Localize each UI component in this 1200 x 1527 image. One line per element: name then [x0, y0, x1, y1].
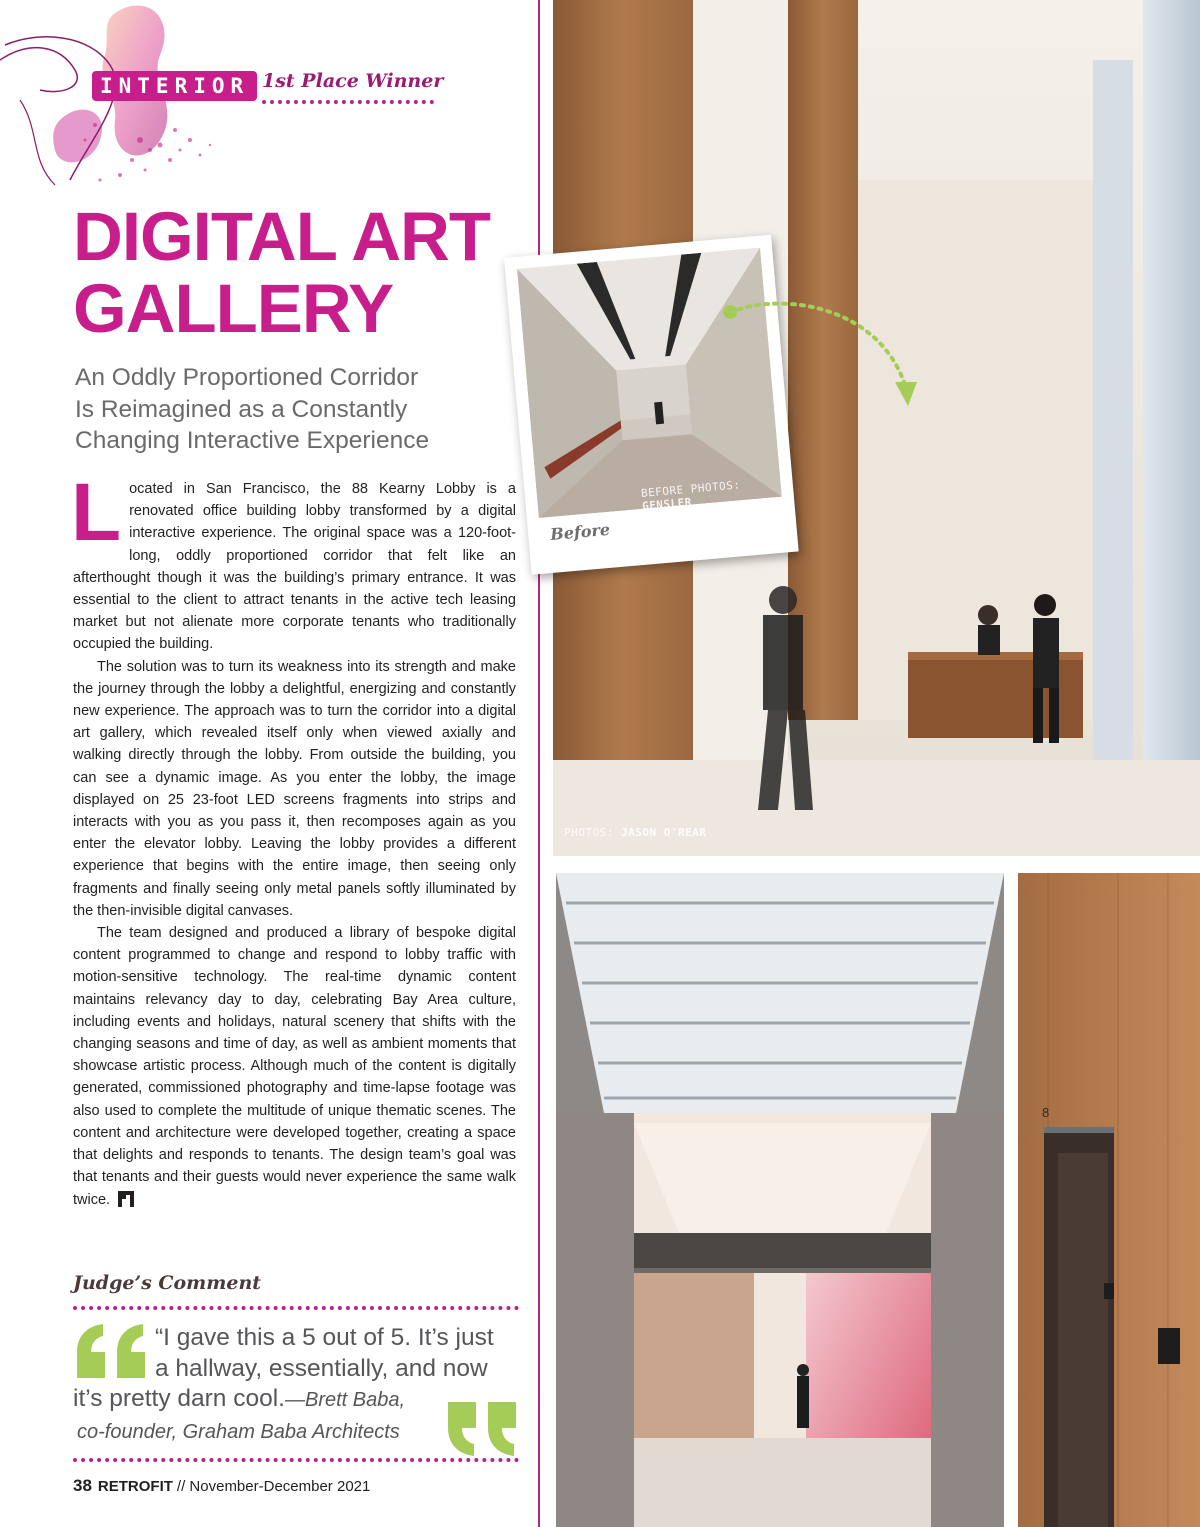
- subheadline-line-2: Is Reimagined as a Constantly: [75, 395, 408, 423]
- quote-line-3: it’s pretty darn cool.: [73, 1385, 285, 1412]
- before-after-arrow-icon: [720, 290, 930, 410]
- end-of-article-icon: [118, 1191, 134, 1207]
- elevator-photo: [1018, 873, 1200, 1527]
- article-body: [71, 467, 516, 1211]
- before-caption: Before: [549, 519, 611, 544]
- dotted-rule: [73, 1306, 519, 1310]
- article-subheadline: [75, 362, 515, 457]
- award-label: 1st Place Winner: [262, 70, 444, 92]
- page-footer: [73, 1476, 370, 1496]
- body-paragraph-3: [73, 922, 516, 1211]
- paragraph-3-text: The team designed and produced a library of bespoke digital content programmed to change and respond to lobby traffic with motion-sensitive technology. The real-time dynamic content maintains relevancy day to day, celebrating Bay Area culture, including events and holidays, natural scenery that shifts with the changing seasons and time of day, as well as ambient moments that showcase artistic process. Although much of the content is digitally generated, commissioned photography and time-lapse footage was also used to complete the multitude of unique thematic scenes. The content and architecture were developed together, creating a space that delights and responds to tenants. The design team’s goal was that tenants and their guests would never experience the same walk twice.: [73, 925, 516, 1208]
- quote-line-2: a hallway, essentially, and now: [155, 1354, 488, 1382]
- body-paragraph-1: [71, 467, 516, 656]
- drop-cap: L: [71, 467, 122, 558]
- body-paragraph-2: The solution was to turn its weakness into its strength and make the journey through the lobby a delightful, energizing and constantly new experience. The approach was to turn the corridor into a digital art gallery, which revealed itself only when viewed axially and walking directly through the lobby. From outside the building, you can see a dynamic image. As you enter the lobby, the image displayed on 25 23-foot LED screens fragments into strips and interacts with you as you pass it, then recomposes again as you enter the elevator lobby. Leaving the lobby provides a different experience that begins with the entire image, then seeing only fragments and finally seeing only metal panels softly illuminated by the then-invisible digital canvases.: [73, 658, 516, 919]
- dotted-rule: [262, 100, 434, 104]
- quote-attribution-role: co-founder, Graham Baba Architects: [77, 1420, 400, 1443]
- before-credit-name: GENSLER: [641, 495, 693, 513]
- category-tag: INTERIOR: [92, 71, 257, 101]
- dotted-rule: [73, 1458, 519, 1462]
- elevator-illustration: [1018, 873, 1200, 1527]
- subheadline-line-1: An Oddly Proportioned Corridor: [75, 364, 419, 391]
- close-quote-icon: [442, 1398, 522, 1458]
- subheadline-line-3: Changing Interactive Experience: [75, 427, 430, 454]
- quote-line-1: “I gave this a 5 out of 5. It’s just: [155, 1324, 494, 1351]
- before-credit-prefix: BEFORE PHOTOS:: [640, 478, 741, 500]
- page-number: 38: [73, 1476, 92, 1495]
- magazine-name: RETROFIT: [97, 1478, 173, 1495]
- corridor-illustration: [556, 873, 1004, 1527]
- paragraph-1-text: ocated in San Francisco, the 88 Kearny Lobby is a renovated office building lobby transformed by a digital interactive experience. The original space was a 120-foot-long, oddly proportioned corridor that felt like an afterthought though it was the building’s primary entrance. It was essential to the client to attract tenants in the active tech leasing market but not alienate more corporate tenants who traditionally occupied the building.: [73, 481, 516, 653]
- quote-attribution-name: —Brett Baba,: [284, 1389, 406, 1411]
- main-photo-credit: [564, 826, 706, 839]
- corridor-photo: [556, 873, 1004, 1527]
- main-credit-name: JASON O'REAR: [620, 826, 707, 839]
- headline-line-1: DIGITAL ART: [73, 198, 491, 275]
- headline-line-2: GALLERY: [73, 270, 394, 347]
- article-headline: [73, 198, 533, 347]
- column-divider: [538, 0, 540, 1527]
- judge-comment-heading: Judge’s Comment: [73, 1272, 262, 1294]
- issue-date: // November-December 2021: [176, 1478, 371, 1495]
- main-credit-prefix: PHOTOS:: [564, 826, 614, 839]
- floor-number: 8: [1042, 1105, 1050, 1120]
